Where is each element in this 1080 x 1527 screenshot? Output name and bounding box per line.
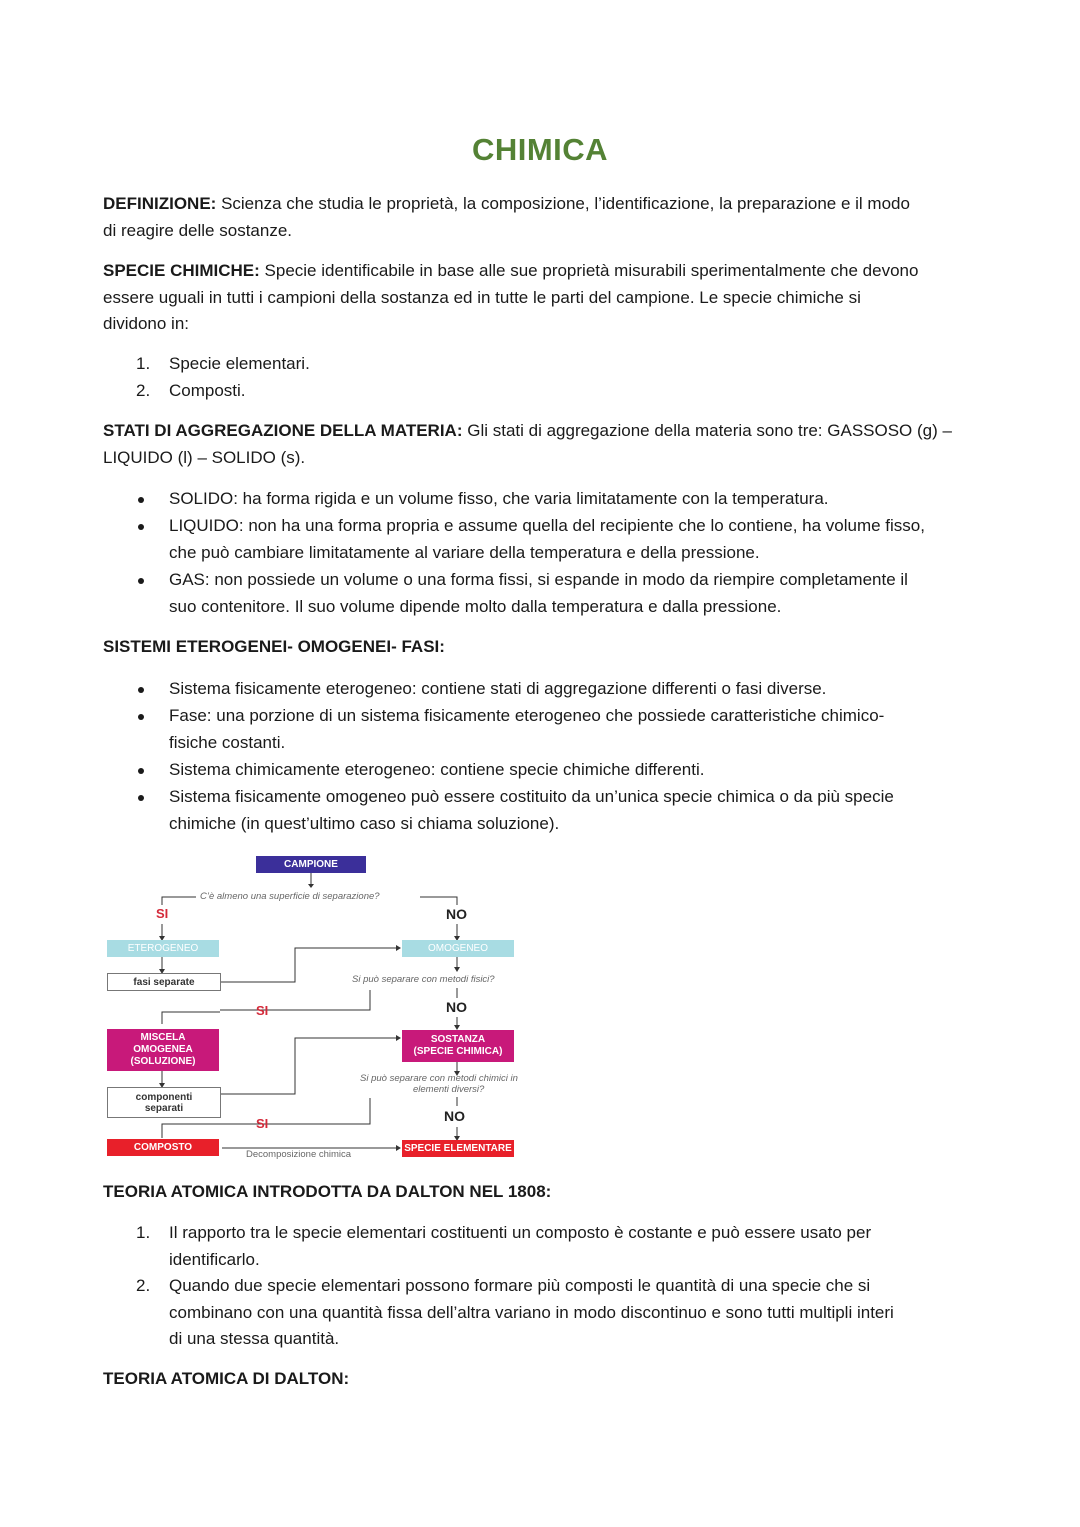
list-text: combinano con una quantità fissa dell’altra variano in modo discontinuo e sono tutti multipli interi — [169, 1302, 894, 1322]
question-chemical-separation-2: elementi diversi? — [413, 1084, 485, 1095]
separate-phases-box: fasi separate — [107, 973, 221, 991]
list-text: identificarlo. — [169, 1249, 260, 1269]
states-label: STATI DI AGGREGAZIONE DELLA MATERIA: — [103, 421, 463, 440]
yes-label: SI — [256, 1003, 269, 1018]
homogeneous-mixture-box — [107, 1029, 219, 1071]
list-number: 2. — [136, 381, 151, 400]
species-text-2: essere uguali in tutti i campioni della sostanza ed in tutte le parti del campione. Le specie chimiche si — [103, 287, 861, 307]
list-item — [136, 1273, 976, 1353]
separated-components-box — [107, 1087, 221, 1118]
species-label: SPECIE CHIMICHE: — [103, 261, 260, 280]
question-physical-separation: Si può separare con metodi fisici? — [352, 974, 495, 985]
components-line-2: separati — [144, 1102, 184, 1114]
section-heading: SISTEMI ETEROGENEI- OMOGENEI- FASI: — [103, 637, 445, 656]
sample-box: CAMPIONE — [256, 856, 366, 873]
mixture-line-1: MISCELA — [140, 1032, 186, 1043]
list-text: Sistema chimicamente eterogeneo: contiene specie chimiche differenti. — [169, 760, 705, 779]
components-line-1: componenti — [135, 1091, 193, 1103]
substance-line-1: SOSTANZA — [430, 1034, 486, 1045]
list-text: Il rapporto tra le specie elementari costituenti un composto è costante e può essere usato per — [169, 1223, 872, 1242]
section-heading: TEORIA ATOMICA INTRODOTTA DA DALTON NEL 1808: — [103, 1182, 552, 1201]
chemical-decomposition-label: Decomposizione chimica — [246, 1149, 352, 1160]
question-separation-surface: C’è almeno una superficie di separazione? — [200, 891, 380, 902]
yes-label: SI — [156, 906, 169, 921]
list-text: Composti. — [169, 381, 246, 400]
mixture-line-2: OMOGENEA — [133, 1044, 193, 1055]
list-text: Sistema fisicamente omogeneo può essere costituito da un’unica specie chimica o da più specie — [169, 787, 894, 806]
definition-label: DEFINIZIONE: — [103, 194, 217, 213]
definition-text-2: di reagire delle sostanze. — [103, 220, 293, 240]
list-text: chimiche (in quest’ultimo caso si chiama soluzione). — [169, 813, 560, 833]
homogeneous-box: OMOGENEO — [402, 940, 514, 957]
definition-text-1: Scienza che studia le proprietà, la composizione, l’identificazione, la preparazione e il modo — [216, 194, 910, 213]
list-number: 1. — [136, 354, 151, 373]
no-label: NO — [444, 1108, 465, 1124]
substance-box — [402, 1030, 514, 1062]
question-chemical-separation-1: Si può separare con metodi chimici in — [360, 1073, 518, 1084]
list-number: 1. — [136, 1223, 151, 1242]
yes-label: SI — [256, 1116, 269, 1131]
no-label: NO — [446, 906, 467, 922]
list-text: di una stessa quantità. — [169, 1329, 340, 1348]
species-text-1: Specie identificabile in base alle sue proprietà misurabili sperimentalmente che devono — [259, 261, 919, 280]
list-text: SOLIDO: ha forma rigida e un volume fisso, che varia limitatamente con la temperatura. — [169, 489, 829, 508]
list-text: Sistema fisicamente eterogeneo: contiene stati di aggregazione differenti o fasi diverse. — [169, 679, 827, 698]
page-title: CHIMICA — [471, 132, 609, 167]
list-text: Specie elementari. — [169, 354, 310, 373]
list-text: Fase: una porzione di un sistema fisicamente eterogeneo che possiede caratteristiche chimico- — [169, 706, 885, 725]
compound-box: COMPOSTO — [107, 1139, 219, 1156]
heterogeneous-box: ETEROGENEO — [107, 940, 219, 957]
list-text: che può cambiare limitatamente al variare della temperatura e della pressione. — [169, 542, 760, 562]
no-label: NO — [446, 999, 467, 1015]
list-text: fisiche costanti. — [169, 732, 286, 752]
list-text: GAS: non possiede un volume o una forma fissi, si espande in modo da riempire completamente il — [169, 570, 908, 589]
substance-line-2: (SPECIE CHIMICA) — [413, 1046, 503, 1057]
list-text: suo contenitore. Il suo volume dipende molto dalla temperatura e dalla pressione. — [169, 596, 782, 616]
list-item — [136, 1220, 976, 1273]
list-number: 2. — [136, 1276, 151, 1295]
states-text-1: Gli stati di aggregazione della materia sono tre: GASSOSO (g) – — [462, 421, 952, 440]
list-text: Quando due specie elementari possono formare più composti le quantità di una specie che si — [169, 1276, 871, 1295]
section-heading: TEORIA ATOMICA DI DALTON: — [103, 1369, 350, 1388]
states-text-2: LIQUIDO (l) – SOLIDO (s). — [103, 447, 306, 467]
species-text-3: dividono in: — [103, 314, 190, 333]
elemental-species-box: SPECIE ELEMENTARE — [402, 1140, 514, 1157]
list-text: LIQUIDO: non ha una forma propria e assume quella del recipiente che lo contiene, ha volume fisso, — [169, 516, 925, 535]
mixture-line-3: (SOLUZIONE) — [130, 1056, 196, 1067]
